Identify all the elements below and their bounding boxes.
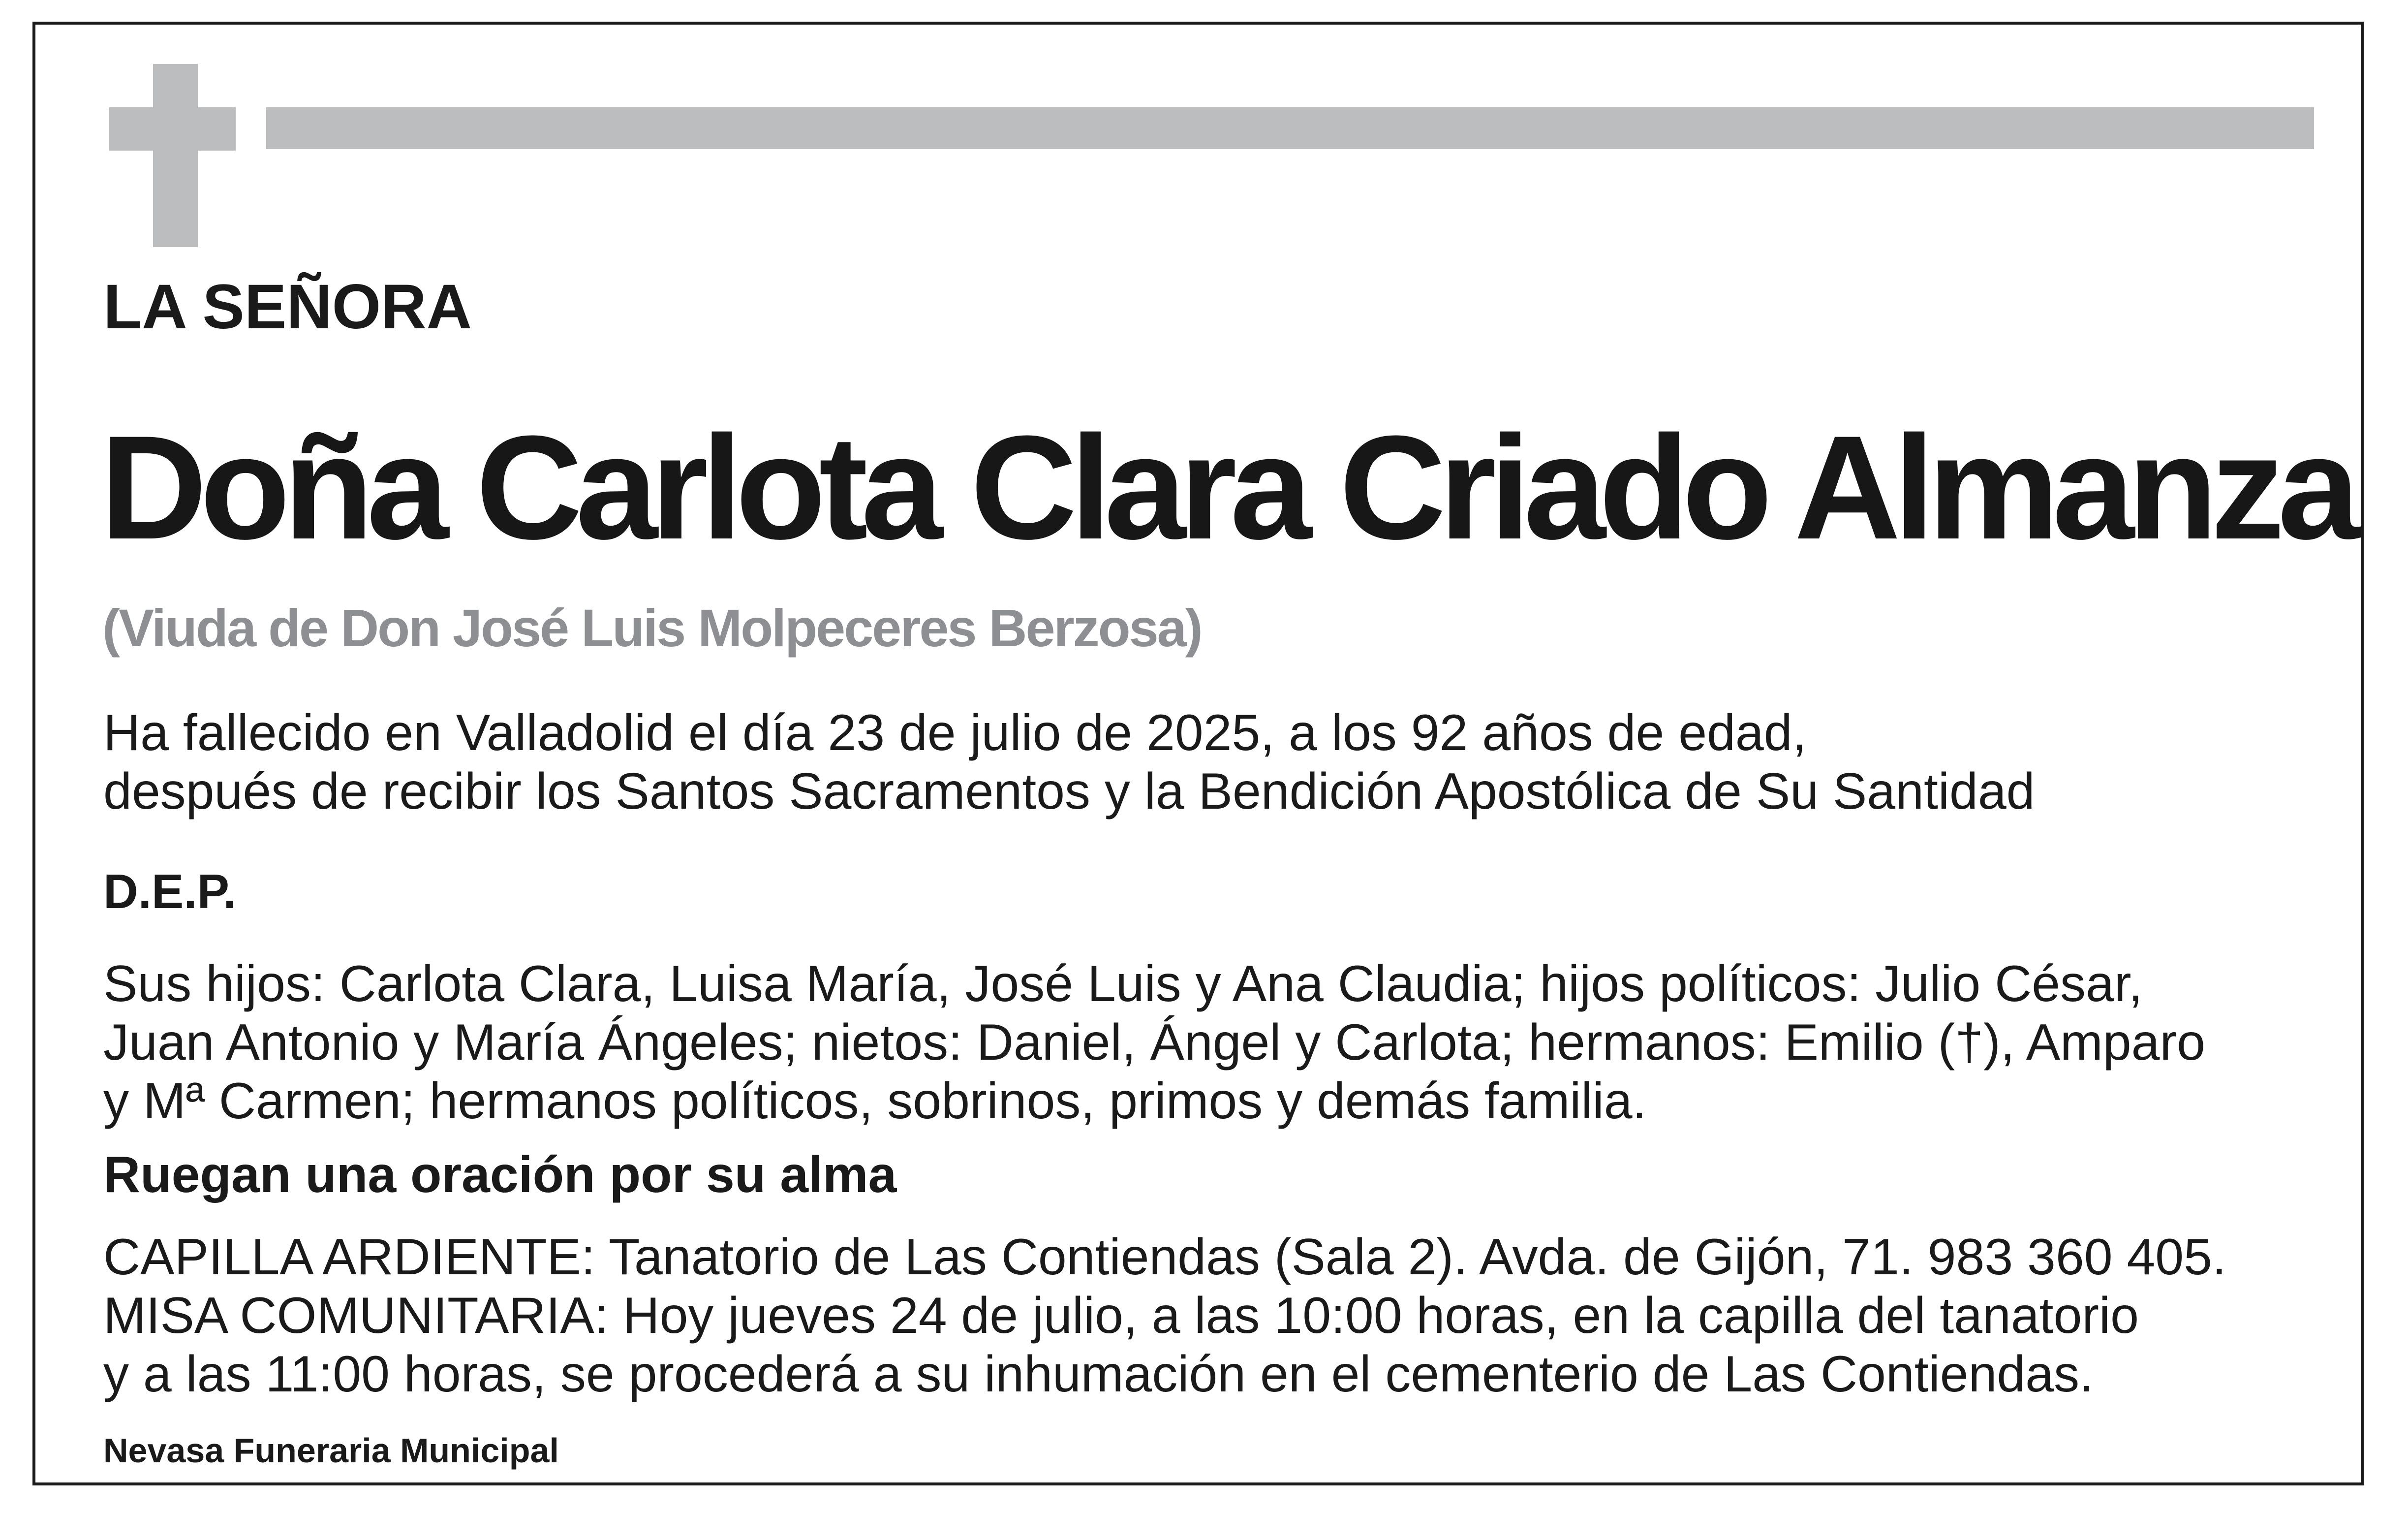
cross-icon-horizontal xyxy=(109,107,236,151)
family-list xyxy=(103,955,2205,1131)
death-notice xyxy=(103,704,2035,821)
rip-label: D.E.P. xyxy=(103,864,237,918)
service-line: y a las 11:00 horas, se procederá a su inhumación en el cementerio de Las Contiendas. xyxy=(103,1346,2094,1403)
service-line: CAPILLA ARDIENTE: Tanatorio de Las Contiendas (Sala 2). Avda. de Gijón, 71. 983 360 405. xyxy=(103,1229,2226,1286)
service-line: MISA COMUNITARIA: Hoy jueves 24 de julio, a las 10:00 horas, en la capilla del tanatorio xyxy=(103,1287,2139,1344)
deceased-name: Doña Carlota Clara Criado Almanza xyxy=(100,405,2353,570)
intro-title: LA SEÑORA xyxy=(103,272,472,342)
death-notice-line: después de recibir los Santos Sacramentos y la Bendición Apostólica de Su Santidad xyxy=(103,763,2035,820)
prayer-request: Ruegan una oración por su alma xyxy=(103,1146,897,1203)
cross-icon-vertical xyxy=(153,64,198,247)
header-bar xyxy=(266,107,2314,149)
family-line: y Mª Carmen; hermanos políticos, sobrinos, primos y demás familia. xyxy=(103,1072,1647,1130)
service-details xyxy=(103,1228,2226,1404)
death-notice-line: Ha fallecido en Valladolid el día 23 de julio de 2025, a los 92 años de edad, xyxy=(103,704,1807,761)
widow-note: (Viuda de Don José Luis Molpeceres Berzosa) xyxy=(102,598,1202,658)
funeral-home-name: Nevasa Funeraria Municipal xyxy=(103,1431,559,1470)
family-line: Sus hijos: Carlota Clara, Luisa María, José Luis y Ana Claudia; hijos políticos: Julio César, xyxy=(103,955,2143,1012)
family-line: Juan Antonio y María Ángeles; nietos: Daniel, Ángel y Carlota; hermanos: Emilio (†), Amparo xyxy=(103,1014,2205,1071)
